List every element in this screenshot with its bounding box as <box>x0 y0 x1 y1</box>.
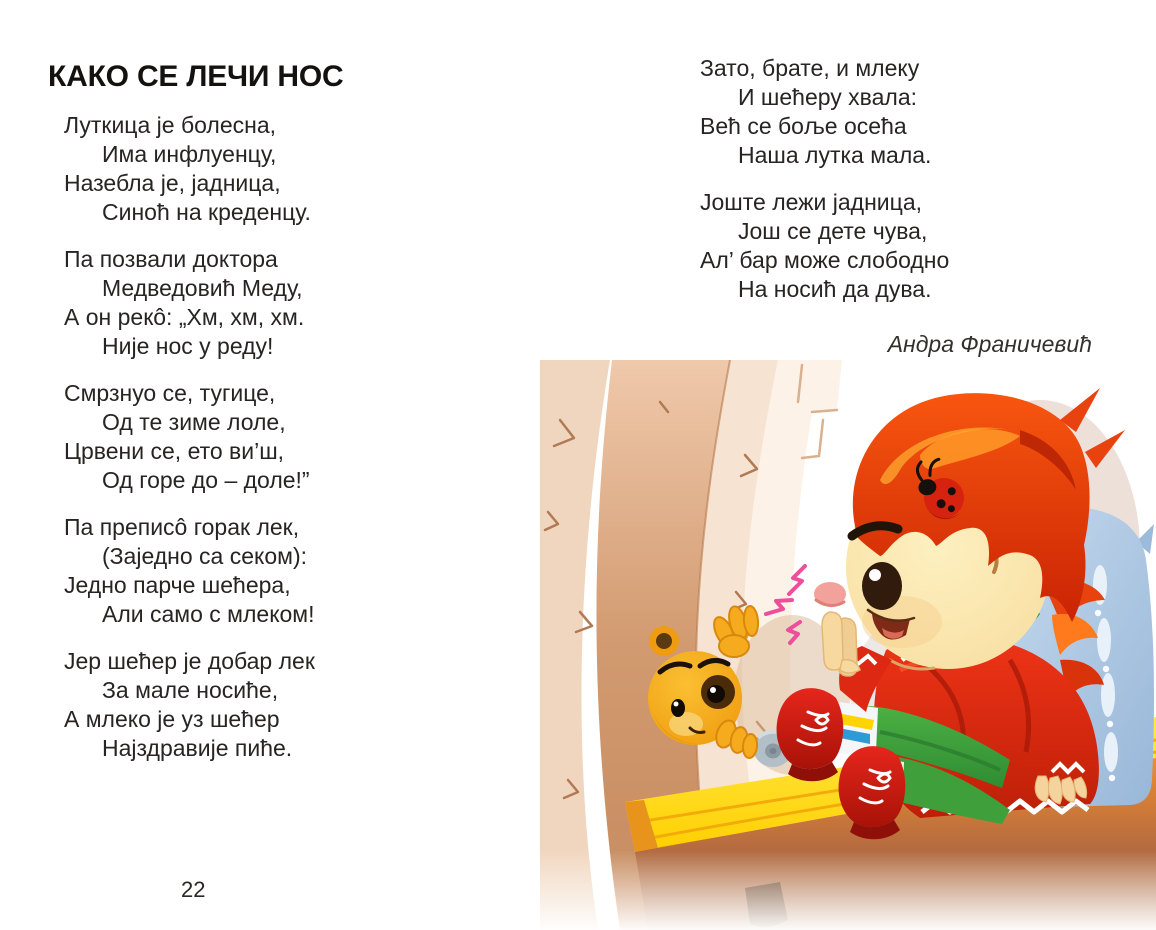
poem-line: А млеко је уз шећер <box>64 706 280 732</box>
bear-eye-left <box>671 699 685 717</box>
illustration-child-on-shelf <box>540 360 1156 930</box>
poem-line: Ал’ бар може слободно <box>700 247 950 273</box>
bear-eye-right <box>707 685 725 703</box>
poem-line: Још се дете чува, <box>738 218 928 244</box>
poem-author: Андра Франичевић <box>887 331 1092 357</box>
poem-line: Смрзнуо се, тугице, <box>64 380 276 406</box>
poem-line: Па преписô горак лек, <box>64 514 300 540</box>
stanza <box>64 513 315 629</box>
poem-line: Једно парче шећера, <box>64 572 291 598</box>
poem-line: А он рекô: „Хм, хм, хм. <box>64 304 305 330</box>
poem-line: На носић да дува. <box>738 276 932 302</box>
poem-line: Па позвали доктора <box>64 246 278 272</box>
poem-line: Најздравије пиће. <box>102 735 293 761</box>
poem-right-column <box>700 54 949 322</box>
poem-line: Луткица је болесна, <box>64 112 276 138</box>
poem-line: Црвени се, ето ви’ш, <box>64 438 285 464</box>
poem-line: Зато, брате, и млеку <box>700 55 920 81</box>
page-number: 22 <box>181 877 206 902</box>
poem-line: Јоште лежи јадница, <box>700 189 923 215</box>
poem-line: За мале носиће, <box>102 677 279 703</box>
stanza <box>700 54 949 170</box>
stanza <box>64 245 315 361</box>
poem-line: И шећеру хвала: <box>738 84 918 110</box>
poem-line: Није нос у реду! <box>102 333 274 359</box>
poem-line: Синоћ на креденцу. <box>102 199 311 225</box>
bottom-fade <box>540 850 1156 930</box>
poem-line: Али само с млеком! <box>102 601 315 627</box>
poem-line: Има инфлуенцу, <box>102 141 277 167</box>
poem-line: Јер шећер је добар лек <box>64 648 315 674</box>
stanza <box>64 379 315 495</box>
stanza <box>64 111 315 227</box>
child-eye <box>862 562 902 610</box>
poem-line: Назебла је, јадница, <box>64 170 281 196</box>
stanza <box>700 188 949 304</box>
poem-line: Већ се боље осећа <box>700 113 907 139</box>
child-fingers <box>822 612 860 676</box>
poem-line: (Заједно са секом): <box>102 543 307 569</box>
poem-line: Наша лутка мала. <box>738 142 932 168</box>
poem-line: Од те зиме лоле, <box>102 409 286 435</box>
poem-title: КАКО СЕ ЛЕЧИ НОС <box>48 60 344 93</box>
stanza <box>64 647 315 763</box>
poem-line: Од горе до – доле!” <box>102 467 310 493</box>
poem-line: Медведовић Меду, <box>102 275 303 301</box>
poem-left-column <box>64 111 315 781</box>
